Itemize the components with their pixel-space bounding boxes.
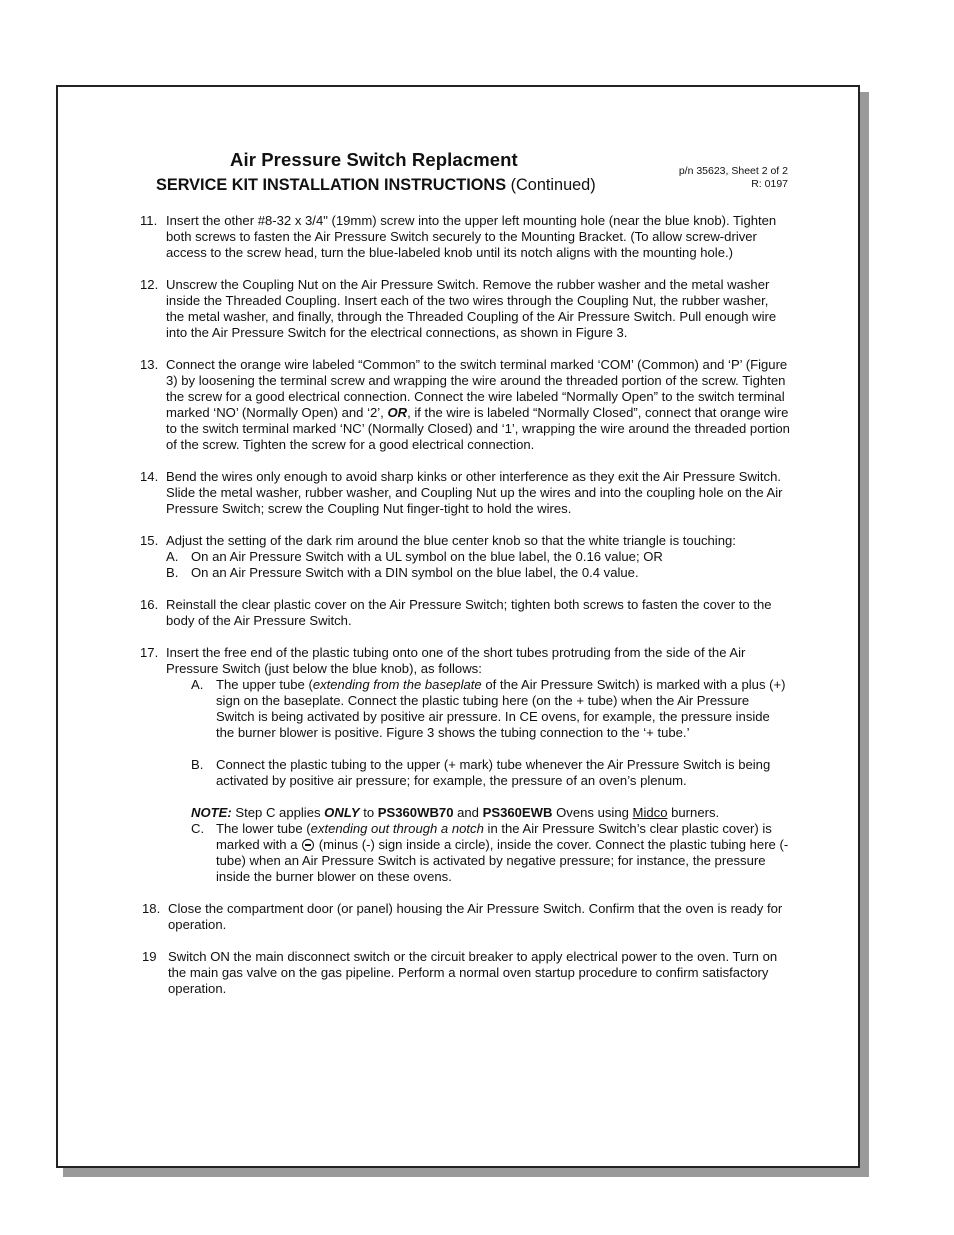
note-text: Ovens using [552, 805, 633, 820]
step-text: Insert the free end of the plastic tubing onto one of the short tubes protruding from the side of the Air Pressure Switch (just below the blue knob), as follows: [166, 645, 746, 676]
model-ps360ewb: PS360EWB [482, 805, 553, 820]
document-title: Air Pressure Switch Replacment [230, 149, 518, 170]
sub-letter: B. [166, 565, 179, 580]
sub-letter: A. [166, 549, 179, 564]
part-reference [679, 165, 788, 191]
sub-text [216, 677, 791, 741]
step-16 [140, 597, 790, 629]
step-number: 14. [140, 469, 159, 484]
step-text-part2: , if the wire is labeled “Normally Closed”, connect that orange wire to the switch terminal marked ‘NC’ (Normally Closed) and ‘1’, wrapping the wire around the threaded portion of the screw. Tighten the screw for a good electrical connection. [166, 405, 790, 452]
step-text: Reinstall the clear plastic cover on the Air Pressure Switch; tighten both screws to fasten the cover to the body of the Air Pressure Switch. [166, 597, 772, 628]
note-only: ONLY [324, 805, 360, 820]
sub-text [216, 821, 791, 885]
note-text: and [453, 805, 483, 820]
or-emphasis: OR [387, 405, 408, 420]
step-number: 17. [140, 645, 159, 660]
step-text: Switch ON the main disconnect switch or the circuit breaker to apply electrical power to the oven. Turn on the main gas valve on the gas pipeline. Perform a normal oven startup procedure to confirm satisfactory operation. [168, 949, 778, 996]
subtitle-continued: (Continued) [506, 176, 596, 194]
step-number: 15. [140, 533, 159, 548]
sub-text-pre: The upper tube ( [216, 677, 313, 692]
step-text: Adjust the setting of the dark rim around the blue center knob so that the white triangle is touching: [166, 533, 736, 548]
step-17-note [191, 805, 811, 821]
sub-text-post: (minus (-) sign inside a circle), inside the cover. Connect the plastic tubing here (- tube) when an Air Pressure Switch is activated by negative pressure; for instance, the pressure inside the burner blower on these ovens. [216, 837, 789, 884]
step-19 [142, 949, 798, 997]
sub-letter: B. [191, 757, 204, 772]
step-number: 18. [142, 901, 161, 916]
note-text: burners. [667, 805, 720, 820]
step-12 [140, 277, 790, 341]
model-ps360wb70: PS360WB70 [377, 805, 454, 820]
step-17 [140, 645, 790, 677]
sub-letter: A. [191, 677, 204, 692]
sub-text-emphasis: extending out through a notch [310, 821, 484, 836]
step-text: Unscrew the Coupling Nut on the Air Pressure Switch. Remove the rubber washer and the metal washer inside the Threaded Coupling. Insert each of the two wires through the Coupling Nut, the rubber washer, the metal washer, and finally, through the Threaded Coupling of the Air Pressure Switch. Pull enough wire into the Air Pressure Switch for the electrical connections, as shown in Figure 3. [166, 277, 777, 340]
minus-circle-icon [302, 839, 314, 851]
note-text: Step C applies [231, 805, 325, 820]
step-14 [140, 469, 790, 517]
step-text: Close the compartment door (or panel) housing the Air Pressure Switch. Confirm that the oven is ready for operation. [168, 901, 783, 932]
part-number: p/n 35623, Sheet 2 of 2 [678, 165, 788, 177]
step-11 [140, 213, 790, 261]
sub-item-17b [191, 757, 791, 789]
step-text [166, 357, 792, 453]
sub-item-a [166, 549, 790, 565]
document-subtitle [156, 176, 596, 195]
sub-text-mid: in the Air Pressure Switch’s clear plastic cover) is marked with a [216, 821, 772, 852]
step-number: 13. [140, 357, 159, 372]
step-text-part1: Connect the orange wire labeled “Common” to the switch terminal marked ‘COM’ (Common) and ‘P’ (Figure 3) by loosening the terminal screw and wrapping the wire around the threaded portion of the screw. Tighten the screw for a good electrical connection. Connect the wire labeled “Normally Open” to the switch terminal marked ‘NO’ (Normally Open) and ‘2’, [166, 357, 788, 420]
subtitle-main: SERVICE KIT INSTALLATION INSTRUCTIONS [156, 176, 507, 194]
sub-text: On an Air Pressure Switch with a DIN symbol on the blue label, the 0.4 value. [191, 565, 639, 580]
step-number: 16. [140, 597, 159, 612]
sub-letter: C. [191, 821, 205, 836]
step-15 [140, 533, 790, 581]
document-sheet [56, 85, 860, 1168]
step-text: Insert the other #8-32 x 3/4" (19mm) screw into the upper left mounting hole (near the blue knob). Tighten both screws to fasten the Air Pressure Switch securely to the Mounting Bracket. (To allow screw-driver access to the screw head, turn the blue-labeled knob until its notch aligns with the mounting hole.) [166, 213, 777, 260]
sub-text-post: of the Air Pressure Switch) is marked with a plus (+) sign on the baseplate. Connect the plastic tubing here (on the + tube) when the Air Pressure Switch is being activated by positive air pressure. In CE ovens, for example, the pressure inside the burner blower is positive. Figure 3 shows the tubing connection to the ‘+ tube.’ [216, 677, 786, 740]
sub-item-17c [191, 821, 791, 885]
step-number: 12. [140, 277, 159, 292]
sub-text-pre: The lower tube ( [216, 821, 311, 836]
sub-text-emphasis: extending from the baseplate [312, 677, 482, 692]
step-number: 11. [140, 213, 158, 228]
step-13 [140, 357, 792, 453]
sub-item-17a [191, 677, 791, 741]
note-label: NOTE: [191, 805, 232, 820]
sub-text: On an Air Pressure Switch with a UL symbol on the blue label, the 0.16 value; OR [191, 549, 663, 564]
note-text: to [359, 805, 378, 820]
sub-text: Connect the plastic tubing to the upper (+ mark) tube whenever the Air Pressure Switch is being activated by positive air pressure; for example, the pressure of an oven’s plenum. [216, 757, 771, 788]
step-18 [142, 901, 792, 933]
revision: R: 0197 [751, 178, 788, 190]
step-number: 19 [142, 949, 157, 964]
midco-underlined: Midco [632, 805, 668, 820]
sub-item-b [166, 565, 790, 581]
step-text: Bend the wires only enough to avoid sharp kinks or other interference as they exit the Air Pressure Switch. Slide the metal washer, rubber washer, and Coupling Nut up the wires and into the coupling hole on the Air Pressure Switch; screw the Coupling Nut finger-tight to hold the wires. [166, 469, 783, 516]
